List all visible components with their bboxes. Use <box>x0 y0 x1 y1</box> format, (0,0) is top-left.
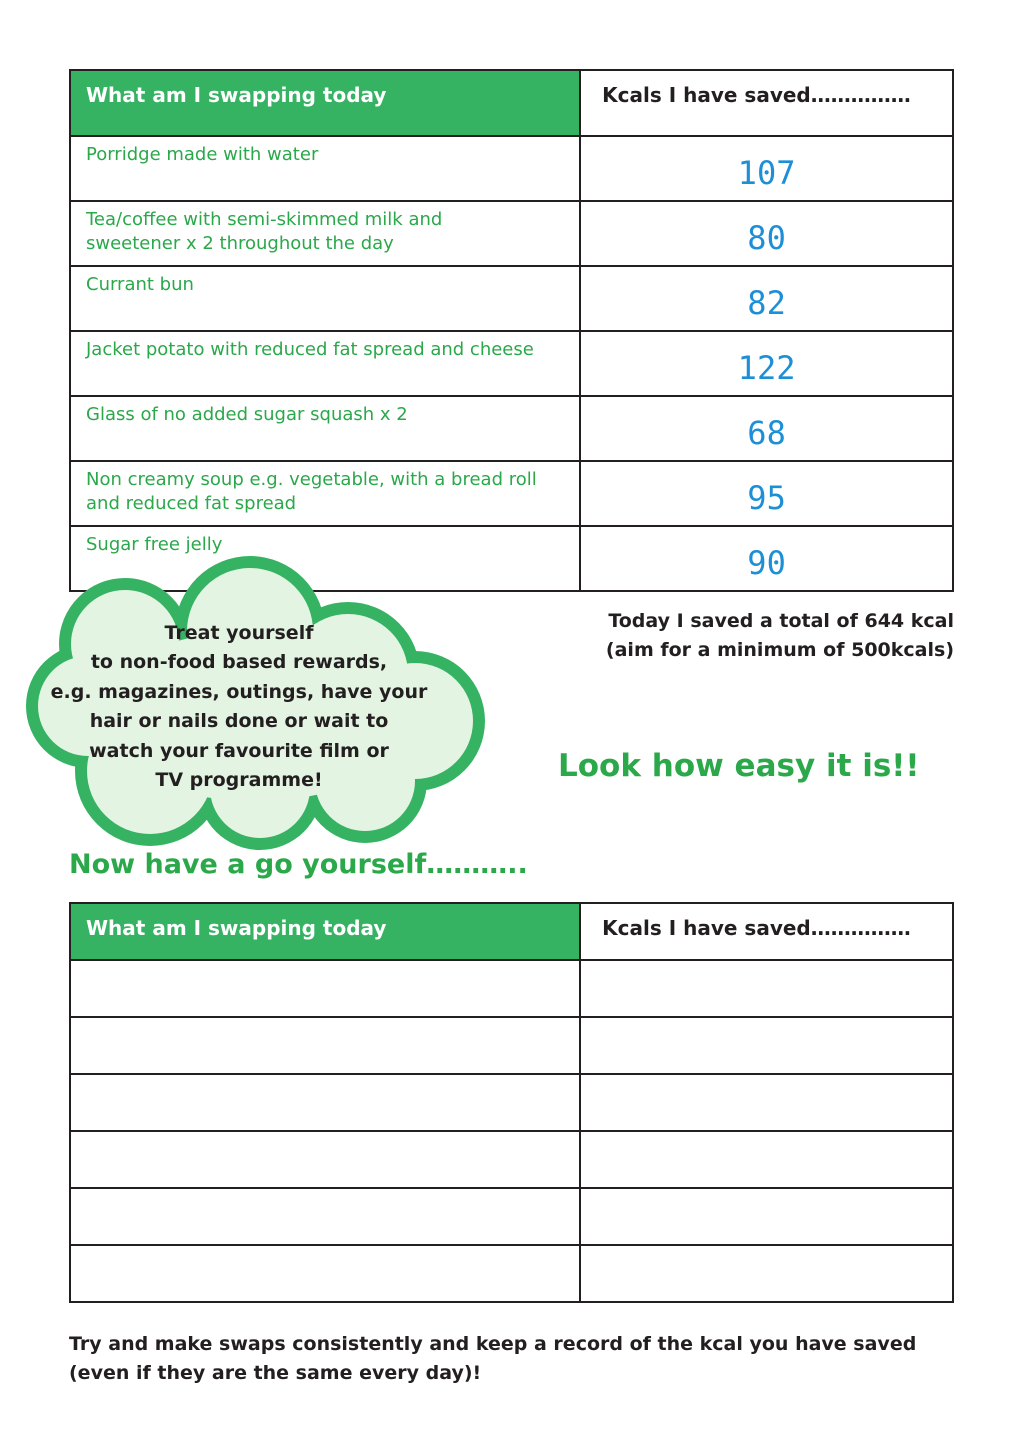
header-kcal-column: Kcals I have saved…………… <box>580 70 953 136</box>
footer-line2: (even if they are the same every day)! <box>69 1362 482 1384</box>
blank-row <box>70 1074 953 1131</box>
total-line1: Today I saved a total of 644 kcal <box>608 610 954 632</box>
kcal-value: 68 <box>580 396 953 461</box>
blank-row <box>70 1017 953 1074</box>
footer-advice <box>69 1330 916 1388</box>
blank-row <box>70 1188 953 1245</box>
swap-item-line1: Tea/coffee with semi-skimmed milk and <box>86 209 443 230</box>
kcal-value: 122 <box>580 331 953 396</box>
total-saved-text <box>606 607 954 665</box>
blank-swap-cell[interactable] <box>70 960 580 1017</box>
cloud-line: to non-food based rewards, <box>90 651 388 674</box>
table-row <box>70 266 953 331</box>
blank-swap-cell[interactable] <box>70 1188 580 1245</box>
swap-item-line2: sweetener x 2 throughout the day <box>86 233 394 254</box>
blank-kcal-cell[interactable] <box>580 1188 953 1245</box>
table-row <box>70 136 953 201</box>
blank-swap-cell[interactable] <box>70 1074 580 1131</box>
footer-line1: Try and make swaps consistently and keep a record of the kcal you have saved <box>69 1333 917 1355</box>
blank-swap-cell[interactable] <box>70 1131 580 1188</box>
table-row <box>70 201 953 266</box>
kcal-value: 80 <box>580 201 953 266</box>
kcal-value: 107 <box>580 136 953 201</box>
blank-row <box>70 1131 953 1188</box>
swap-item-line1: Porridge made with water <box>86 144 319 165</box>
blank-swap-cell[interactable] <box>70 1017 580 1074</box>
swap-item <box>70 201 580 266</box>
swap-item-line1: Jacket potato with reduced fat spread and cheese <box>86 339 534 360</box>
cloud-line: e.g. magazines, outings, have your <box>50 680 428 703</box>
blank-kcal-cell[interactable] <box>580 1245 953 1302</box>
swap-item-line1: Glass of no added sugar squash x 2 <box>86 404 408 425</box>
blank-row <box>70 1245 953 1302</box>
go-yourself-heading: Now have a go yourself……….. <box>69 849 528 880</box>
kcal-value: 90 <box>580 526 953 591</box>
blank-swap-table <box>69 902 954 1303</box>
swap-item-line1: Non creamy soup e.g. vegetable, with a bread roll <box>86 469 537 490</box>
swap-item-line1: Currant bun <box>86 274 194 295</box>
swap-item-line1: Sugar free jelly <box>86 534 223 555</box>
blank-kcal-cell[interactable] <box>580 960 953 1017</box>
table-header-row <box>70 903 953 960</box>
swap-item <box>70 461 580 526</box>
header-kcal-column: Kcals I have saved…………… <box>580 903 953 960</box>
table-row <box>70 331 953 396</box>
header-swap-column: What am I swapping today <box>70 903 580 960</box>
blank-swap-cell[interactable] <box>70 1245 580 1302</box>
kcal-value: 82 <box>580 266 953 331</box>
blank-row <box>70 960 953 1017</box>
swap-item <box>70 266 580 331</box>
total-line2: (aim for a minimum of 500kcals) <box>605 639 954 661</box>
swap-item-line2: and reduced fat spread <box>86 493 297 514</box>
example-swap-table <box>69 69 954 592</box>
header-swap-column: What am I swapping today <box>70 70 580 136</box>
look-how-easy-heading: Look how easy it is!! <box>558 748 920 784</box>
cloud-line: watch your favourite film or <box>89 739 389 762</box>
cloud-line: Treat yourself <box>164 622 314 644</box>
blank-kcal-cell[interactable] <box>580 1131 953 1188</box>
blank-kcal-cell[interactable] <box>580 1074 953 1131</box>
blank-kcal-cell[interactable] <box>580 1017 953 1074</box>
table-row <box>70 396 953 461</box>
kcal-value: 95 <box>580 461 953 526</box>
swap-item <box>70 396 580 461</box>
cloud-line: hair or nails done or wait to <box>89 710 389 733</box>
table-row <box>70 461 953 526</box>
swap-item <box>70 136 580 201</box>
reward-tip-text <box>24 619 454 795</box>
table-header-row <box>70 70 953 136</box>
cloud-line: TV programme! <box>155 769 323 792</box>
swap-item <box>70 331 580 396</box>
